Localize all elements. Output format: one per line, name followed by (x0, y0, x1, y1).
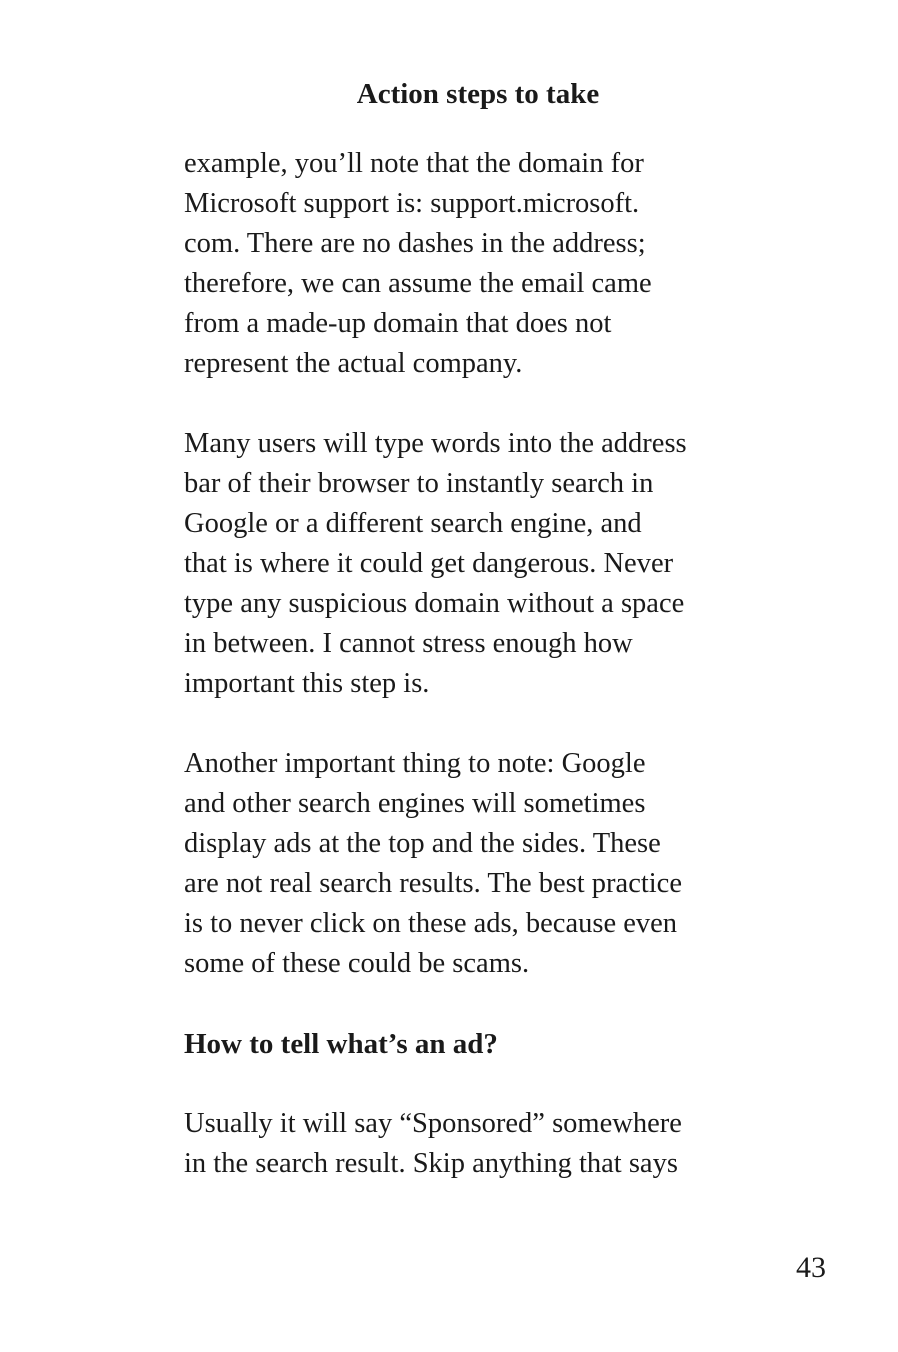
paragraph-sponsored (184, 1104, 764, 1184)
running-header: Action steps to take (356, 78, 600, 110)
text-line: display ads at the top and the sides. These (184, 828, 661, 859)
text-line: Usually it will say “Sponsored” somewhere (184, 1108, 682, 1139)
paragraph-search-ads (184, 744, 764, 984)
paragraph-address-bar (184, 424, 764, 704)
text-line: in the search result. Skip anything that says (184, 1148, 678, 1179)
text-line: important this step is. (184, 668, 430, 699)
text-line: from a made-up domain that does not (184, 308, 612, 339)
text-line: and other search engines will sometimes (184, 788, 646, 819)
text-line: in between. I cannot stress enough how (184, 628, 633, 659)
text-line: are not real search results. The best practice (184, 868, 682, 899)
text-line: com. There are no dashes in the address; (184, 228, 646, 259)
text-line: example, you’ll note that the domain for (184, 148, 644, 179)
text-line: Microsoft support is: support.microsoft. (184, 188, 640, 219)
text-line: that is where it could get dangerous. Never (184, 548, 674, 579)
text-line: type any suspicious domain without a space (184, 588, 685, 619)
page-number: 43 (796, 1251, 826, 1284)
section-subheading: How to tell what’s an ad? (184, 1028, 498, 1060)
text-line: therefore, we can assume the email came (184, 268, 652, 299)
text-line: some of these could be scams. (184, 948, 530, 979)
text-line: Google or a different search engine, and (184, 508, 642, 539)
text-line: bar of their browser to instantly search in (184, 468, 654, 499)
text-line: Many users will type words into the address (184, 428, 687, 459)
text-line: represent the actual company. (184, 348, 523, 379)
text-line: Another important thing to note: Google (184, 748, 646, 779)
text-line: is to never click on these ads, because even (184, 908, 678, 939)
paragraph-domain-check (184, 144, 764, 384)
